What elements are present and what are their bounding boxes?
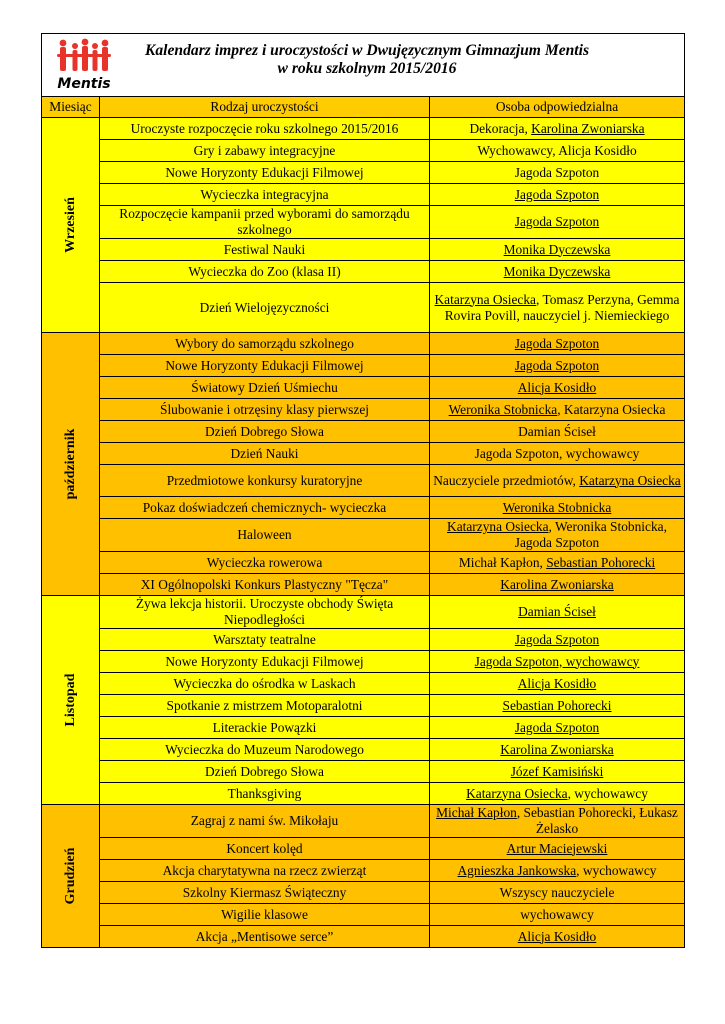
responsible-person xyxy=(430,596,685,629)
person-text: Sebastian Pohorecki xyxy=(502,697,612,713)
person-text: , wychowawcy xyxy=(576,862,657,878)
person-text: Karolina Zwoniarska xyxy=(500,741,614,757)
responsible-person xyxy=(430,184,685,206)
event-name: XI Ogólnopolski Konkurs Plastyczny "Tęcza" xyxy=(100,574,430,596)
table-row xyxy=(42,805,685,838)
responsible-person xyxy=(430,717,685,739)
table-row xyxy=(42,761,685,783)
event-name: Festiwal Nauki xyxy=(100,239,430,261)
event-name: Wigilie klasowe xyxy=(100,904,430,926)
person-text: Damian Ściseł xyxy=(518,604,596,619)
table-row xyxy=(42,443,685,465)
responsible-person xyxy=(430,805,685,838)
responsible-person xyxy=(430,695,685,717)
title-line-2: w roku szkolnym 2015/2016 xyxy=(277,60,457,77)
responsible-person xyxy=(430,838,685,860)
person-text: , Sebastian Pohorecki, Łukasz Żelasko xyxy=(516,805,678,836)
table-row xyxy=(42,140,685,162)
event-name: Dzień Wielojęzyczności xyxy=(100,283,430,333)
document-header xyxy=(42,34,685,97)
table-row xyxy=(42,421,685,443)
event-name: Zagraj z nami św. Mikołaju xyxy=(100,805,430,838)
person-text: Agnieszka Jankowska xyxy=(457,862,577,878)
person-text: Alicja Kosidło xyxy=(517,928,597,944)
table-row xyxy=(42,574,685,596)
table-row xyxy=(42,673,685,695)
person-text: Wszyscy nauczyciele xyxy=(499,884,615,900)
event-name: Akcja „Mentisowe serce” xyxy=(100,926,430,948)
event-name: Thanksgiving xyxy=(100,783,430,805)
responsible-person xyxy=(430,926,685,948)
person-text: Artur Maciejewski xyxy=(506,840,608,856)
person-text: Katarzyna Osiecka xyxy=(466,785,568,801)
mentis-logo xyxy=(54,38,114,92)
event-name: Koncert kolęd xyxy=(100,838,430,860)
table-row xyxy=(42,717,685,739)
person-text: Jagoda Szpoton xyxy=(514,357,600,373)
event-name: Wycieczka do ośrodka w Laskach xyxy=(100,673,430,695)
responsible-person xyxy=(430,421,685,443)
event-name: Uroczyste rozpoczęcie roku szkolnego 2015/2016 xyxy=(100,118,430,140)
table-row xyxy=(42,552,685,574)
person-text: Jagoda Szpoton, wychowawcy xyxy=(474,653,640,669)
person-text: Jagoda Szpoton, wychowawcy xyxy=(474,445,640,461)
table-row xyxy=(42,783,685,805)
table-row xyxy=(42,239,685,261)
responsible-person xyxy=(430,333,685,355)
responsible-person xyxy=(430,399,685,421)
person-text: Jagoda Szpoton xyxy=(514,719,600,735)
event-name: Warsztaty teatralne xyxy=(100,629,430,651)
event-name: Żywa lekcja historii. Uroczyste obchody Święta Niepodległości xyxy=(100,596,430,629)
responsible-person xyxy=(430,261,685,283)
person-text: , Tomasz Perzyna, Gemma Rovira Povill, nauczyciel j. Niemieckiego xyxy=(444,291,680,323)
event-name: Przedmiotowe konkursy kuratoryjne xyxy=(100,465,430,497)
event-name: Dzień Dobrego Słowa xyxy=(100,761,430,783)
event-name: Literackie Powązki xyxy=(100,717,430,739)
person-text: , Weronika Stobnicka, Jagoda Szpoton xyxy=(514,519,667,550)
table-row xyxy=(42,118,685,140)
responsible-person xyxy=(430,443,685,465)
responsible-person xyxy=(430,162,685,184)
person-text: Karolina Zwoniarska xyxy=(500,576,614,592)
column-header-event: Rodzaj uroczystości xyxy=(100,97,430,118)
person-text: Alicja Kosidło xyxy=(517,379,597,395)
title-line-1: Kalendarz imprez i uroczystości w Dwujęzycznym Gimnazjum Mentis xyxy=(144,42,590,59)
responsible-person xyxy=(430,206,685,239)
responsible-person xyxy=(430,860,685,882)
person-text: Sebastian Pohorecki xyxy=(546,554,656,570)
responsible-person xyxy=(430,497,685,519)
event-name: Nowe Horyzonty Edukacji Filmowej xyxy=(100,651,430,673)
events-calendar-table xyxy=(41,33,685,948)
person-text: Alicja Kosidło xyxy=(517,675,597,691)
column-header-person: Osoba odpowiedzialna xyxy=(430,97,685,118)
person-text: Katarzyna Osiecka xyxy=(434,291,537,307)
document-title xyxy=(120,42,614,78)
table-row xyxy=(42,739,685,761)
responsible-person xyxy=(430,739,685,761)
person-text: Jagoda Szpoton xyxy=(514,164,600,180)
event-name: Wycieczka rowerowa xyxy=(100,552,430,574)
table-row xyxy=(42,206,685,239)
person-text: Jagoda Szpoton xyxy=(514,631,600,647)
responsible-person xyxy=(430,465,685,497)
table-row xyxy=(42,465,685,497)
event-name: Wybory do samorządu szkolnego xyxy=(100,333,430,355)
event-name: Gry i zabawy integracyjne xyxy=(100,140,430,162)
person-text: Nauczyciele przedmiotów, xyxy=(433,472,580,488)
table-row xyxy=(42,355,685,377)
column-header-row xyxy=(42,97,685,118)
event-name: Pokaz doświadczeń chemicznych- wycieczka xyxy=(100,497,430,519)
event-name: Światowy Dzień Uśmiechu xyxy=(100,377,430,399)
responsible-person xyxy=(430,629,685,651)
event-name: Nowe Horyzonty Edukacji Filmowej xyxy=(100,162,430,184)
responsible-person xyxy=(430,552,685,574)
responsible-person xyxy=(430,283,685,333)
responsible-person xyxy=(430,355,685,377)
person-text: Katarzyna Osiecka xyxy=(579,472,681,488)
person-text: Damian Ściseł xyxy=(518,423,596,439)
event-name: Akcja charytatywna na rzecz zwierząt xyxy=(100,860,430,882)
responsible-person xyxy=(430,574,685,596)
month-label: Grudzień xyxy=(62,847,78,905)
person-text: Monika Dyczewska xyxy=(503,263,611,279)
column-header-month: Miesiąc xyxy=(42,97,100,118)
svg-text:Mentis: Mentis xyxy=(57,76,111,92)
event-name: Spotkanie z mistrzem Motoparalotni xyxy=(100,695,430,717)
person-text: Michał Kapłon, xyxy=(458,554,547,570)
event-name: Wycieczka do Muzeum Narodowego xyxy=(100,739,430,761)
month-label: Listopad xyxy=(62,673,78,727)
responsible-person xyxy=(430,761,685,783)
responsible-person xyxy=(430,673,685,695)
person-text: Dekoracja, xyxy=(469,120,532,136)
person-text: Wychowawcy, Alicja Kosidło xyxy=(477,142,637,158)
table-row xyxy=(42,651,685,673)
person-text: Jagoda Szpoton xyxy=(514,214,600,229)
event-name: Wycieczka do Zoo (klasa II) xyxy=(100,261,430,283)
person-text: Katarzyna Osiecka xyxy=(447,519,549,534)
event-name: Ślubowanie i otrzęsiny klasy pierwszej xyxy=(100,399,430,421)
responsible-person xyxy=(430,783,685,805)
responsible-person xyxy=(430,118,685,140)
person-text: , wychowawcy xyxy=(567,785,648,801)
table-row xyxy=(42,904,685,926)
table-row xyxy=(42,162,685,184)
month-cell xyxy=(42,333,100,596)
responsible-person xyxy=(430,882,685,904)
person-text: Józef Kamisiński xyxy=(510,763,604,779)
month-cell xyxy=(42,805,100,948)
responsible-person xyxy=(430,904,685,926)
table-row xyxy=(42,926,685,948)
person-text: Michał Kapłon xyxy=(436,805,517,820)
person-text: Jagoda Szpoton xyxy=(514,186,600,202)
table-row xyxy=(42,377,685,399)
table-row xyxy=(42,283,685,333)
table-row xyxy=(42,838,685,860)
event-name: Haloween xyxy=(100,519,430,552)
event-name: Dzień Nauki xyxy=(100,443,430,465)
event-name: Wycieczka integracyjna xyxy=(100,184,430,206)
table-row xyxy=(42,399,685,421)
person-text: Weronika Stobnicka xyxy=(502,499,612,515)
event-name: Szkolny Kiermasz Świąteczny xyxy=(100,882,430,904)
month-cell xyxy=(42,596,100,805)
person-text: Monika Dyczewska xyxy=(503,241,611,257)
table-row xyxy=(42,629,685,651)
responsible-person xyxy=(430,519,685,552)
event-name: Nowe Horyzonty Edukacji Filmowej xyxy=(100,355,430,377)
responsible-person xyxy=(430,239,685,261)
table-row xyxy=(42,333,685,355)
month-label: październik xyxy=(62,428,78,500)
person-text: Jagoda Szpoton xyxy=(514,335,600,351)
person-text: , Katarzyna Osiecka xyxy=(557,401,666,417)
event-name: Dzień Dobrego Słowa xyxy=(100,421,430,443)
table-row xyxy=(42,596,685,629)
month-cell xyxy=(42,118,100,333)
event-name: Rozpoczęcie kampanii przed wyborami do samorządu szkolnego xyxy=(100,206,430,239)
table-row xyxy=(42,519,685,552)
month-label: Wrzesień xyxy=(62,197,78,253)
table-row xyxy=(42,497,685,519)
table-row xyxy=(42,882,685,904)
person-text: wychowawcy xyxy=(520,906,594,922)
table-row xyxy=(42,860,685,882)
table-row xyxy=(42,695,685,717)
responsible-person xyxy=(430,377,685,399)
responsible-person xyxy=(430,651,685,673)
table-row xyxy=(42,261,685,283)
person-text: Weronika Stobnicka xyxy=(448,401,558,417)
person-text: Karolina Zwoniarska xyxy=(531,120,645,136)
table-row xyxy=(42,184,685,206)
responsible-person xyxy=(430,140,685,162)
